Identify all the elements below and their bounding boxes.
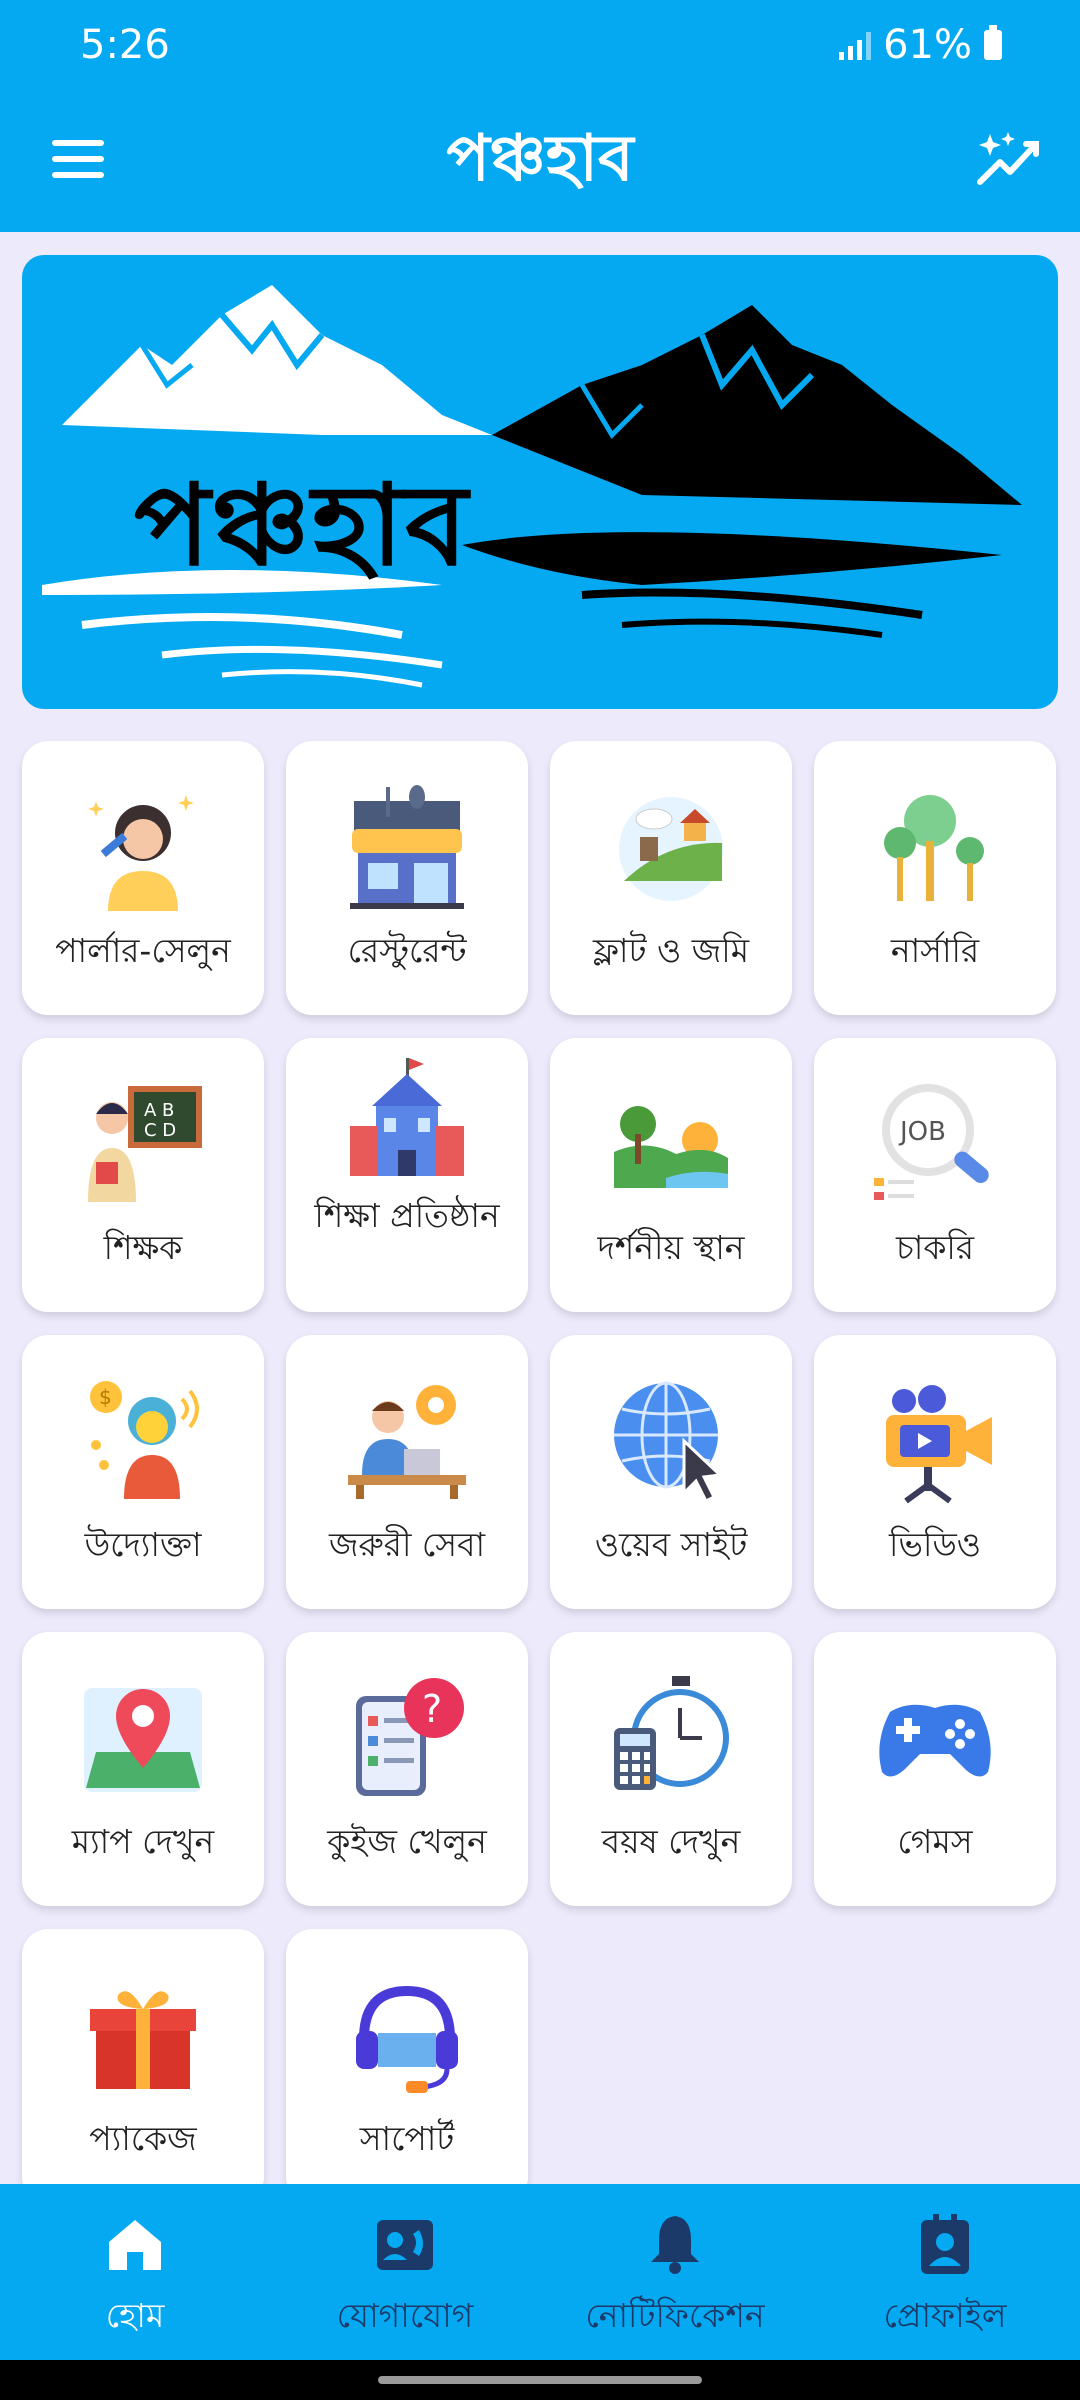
category-label: দর্শনীয় স্থান: [597, 1228, 745, 1267]
category-games[interactable]: [814, 1632, 1056, 1906]
website-globe-icon: [606, 1375, 736, 1505]
category-label: পার্লার-সেলুন: [55, 931, 231, 970]
restaurant-icon: [342, 781, 472, 911]
category-map[interactable]: [22, 1632, 264, 1906]
category-support[interactable]: [286, 1929, 528, 2203]
landscape-icon: [606, 1078, 736, 1208]
gamepad-icon: [870, 1672, 1000, 1802]
home-icon: [103, 2212, 167, 2276]
bottom-navigation: [0, 2184, 1080, 2360]
svg-text:$: $: [99, 1385, 112, 1409]
category-label: রেস্টুরেন্ট: [347, 931, 467, 970]
teacher-icon: [78, 1078, 208, 1208]
category-label: চাকরি: [895, 1228, 975, 1267]
nav-home-label: হোম: [105, 2296, 165, 2335]
signal-icon: [839, 30, 871, 60]
category-label: কুইজ খেলুন: [327, 1822, 487, 1861]
category-label: জরুরী সেবা: [328, 1525, 486, 1564]
quiz-icon: [342, 1672, 472, 1802]
nav-notification-label: নোটিফিকেশন: [585, 2296, 765, 2335]
category-nursery[interactable]: [814, 741, 1056, 1015]
category-restaurant[interactable]: [286, 741, 528, 1015]
category-label: ওয়েব সাইট: [594, 1525, 748, 1564]
category-tourist-place[interactable]: [550, 1038, 792, 1312]
category-label: ফ্লাট ও জমি: [592, 931, 750, 970]
nav-contact-label: যোগাযোগ: [336, 2296, 474, 2335]
nav-contact[interactable]: [270, 2212, 540, 2346]
school-building-icon: [342, 1056, 472, 1186]
gesture-handle[interactable]: [378, 2376, 702, 2384]
category-parlor-salon[interactable]: [22, 741, 264, 1015]
svg-text:A B: A B: [144, 1100, 175, 1121]
app-bar: [0, 96, 1080, 232]
system-gesture-bar: [0, 2360, 1080, 2400]
category-job[interactable]: [814, 1038, 1056, 1312]
sparkle-trend-icon[interactable]: [974, 124, 1044, 194]
gift-package-icon: [78, 1969, 208, 2099]
category-label: গেমস: [897, 1822, 973, 1861]
profile-icon: [913, 2212, 977, 2276]
category-label: ভিডিও: [888, 1525, 982, 1564]
status-time: 5:26: [80, 22, 170, 68]
nursery-tree-icon: [870, 781, 1000, 911]
category-label: নার্সারি: [890, 931, 980, 970]
svg-text:JOB: JOB: [900, 1117, 946, 1147]
nav-profile-label: প্রোফাইল: [883, 2296, 1007, 2335]
svg-text:?: ?: [422, 1687, 443, 1731]
nav-notification[interactable]: [540, 2212, 810, 2346]
status-indicators: [839, 22, 1002, 68]
category-quiz[interactable]: [286, 1632, 528, 1906]
category-entrepreneur[interactable]: [22, 1335, 264, 1609]
hero-banner[interactable]: [22, 255, 1058, 709]
app-title: পঞ্চহাব: [446, 122, 634, 196]
category-package[interactable]: [22, 1929, 264, 2203]
category-flat-land[interactable]: [550, 741, 792, 1015]
category-website[interactable]: [550, 1335, 792, 1609]
category-education-institute[interactable]: [286, 1038, 528, 1312]
bell-icon: [643, 2212, 707, 2276]
nav-profile[interactable]: [810, 2212, 1080, 2346]
category-label: ম্যাপ দেখুন: [71, 1822, 215, 1861]
status-bar: [0, 0, 1080, 96]
contact-icon: [373, 2212, 437, 2276]
entrepreneur-icon: [78, 1375, 208, 1505]
nav-home[interactable]: [0, 2212, 270, 2346]
age-calculator-icon: [606, 1672, 736, 1802]
job-search-icon: [870, 1078, 1000, 1208]
category-label: সাপোর্ট: [359, 2119, 455, 2158]
category-label: উদ্যোক্তা: [84, 1525, 202, 1564]
battery-percent: 61%: [883, 22, 972, 68]
category-teacher[interactable]: [22, 1038, 264, 1312]
map-pin-icon: [78, 1672, 208, 1802]
category-label: বয়ষ দেখুন: [601, 1822, 741, 1861]
category-age-calculator[interactable]: [550, 1632, 792, 1906]
category-label: শিক্ষক: [103, 1228, 183, 1267]
emergency-service-icon: [342, 1375, 472, 1505]
beauty-parlor-icon: [78, 781, 208, 911]
headset-support-icon: [342, 1969, 472, 2099]
flat-land-icon: [606, 781, 736, 911]
category-video[interactable]: [814, 1335, 1056, 1609]
video-camera-icon: [870, 1375, 1000, 1505]
battery-icon: [984, 30, 1002, 60]
category-emergency-service[interactable]: [286, 1335, 528, 1609]
category-label: শিক্ষা প্রতিষ্ঠান: [314, 1196, 500, 1235]
category-label: প্যাকেজ: [89, 2119, 197, 2158]
svg-text:C D: C D: [144, 1120, 177, 1141]
banner-title: পঞ্চহাব: [134, 460, 470, 591]
